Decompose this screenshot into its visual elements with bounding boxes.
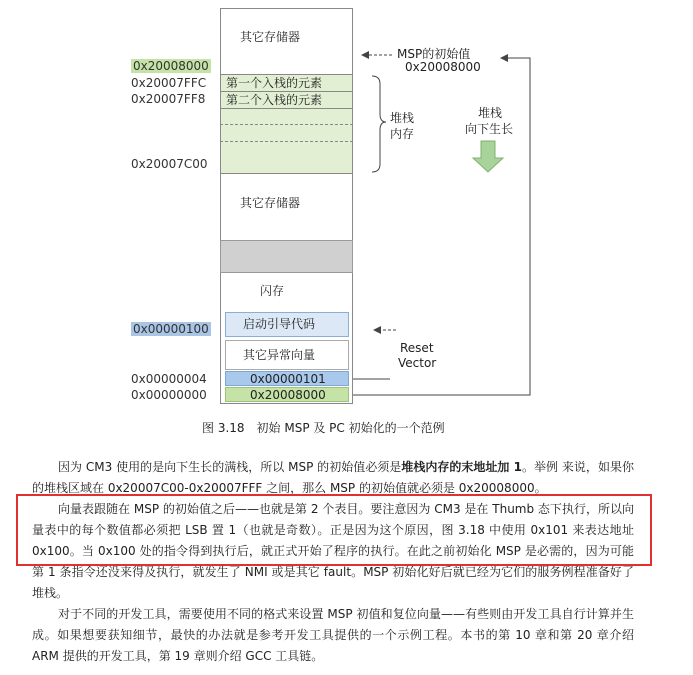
reset-vector-label-line2: Vector — [398, 356, 437, 370]
paragraph-2: 向量表跟随在 MSP 的初始值之后——也就是第 2 个表目。要注意因为 CM3 是在 Thumb 态下执行，所以向量表中的每个数值都必须把 LSB 置 1（也就是奇数）。正是因为这个原因，图 3.18 中使用 0x101 来表达地址 0x100。当 0x100 处的指令得到执行后，就正式开始了程序的执行。在此之前初始化 MSP 是必需的，因为可能第 1 条指令还没来得及执行，就发生了 NMI 或是其它 fault。MSP 初始化好后就已经为它们的服务例程准备好了堆栈。 — [32, 502, 634, 600]
msp-initial-entry-value: 0x20008000 — [250, 388, 326, 402]
paragraph-3: 对于不同的开发工具，需要使用不同的格式来设置 MSP 初值和复位向量——有些则由开发工具自行计算并生成。如果想要获知细节，最快的办法就是参考开发工具提供的一个示例工程。本书的第 10 章和第 20 章介绍 ARM 提供的开发工具，第 19 章则介绍 GCC 工具链。 — [32, 607, 634, 663]
boot-code-label: 启动引导代码 — [243, 317, 316, 331]
highlight-box — [16, 494, 652, 566]
flash-label: 闪存 — [260, 284, 285, 298]
stack-label-line2: 内存 — [390, 127, 415, 141]
grow-label-line1: 堆栈 — [478, 106, 503, 120]
paragraph-1: 因为 CM3 使用的是向下生长的满栈，所以 MSP 的初始值必须是堆栈内存的末地址加 1。举例 来说，如果你的堆栈区域在 0x20007C00-0x20007FFF 之间，那么 MSP 的初始值就必须是 0x20008000。 — [32, 460, 634, 495]
address-00000004: 0x00000004 — [131, 372, 207, 386]
msp-init-label-line2: 0x20008000 — [405, 60, 481, 74]
address-20007c00: 0x20007C00 — [131, 157, 208, 171]
reset-vector-entry-value: 0x00000101 — [250, 372, 326, 386]
address-20007ff8: 0x20007FF8 — [131, 92, 206, 106]
address-00000100: 0x00000100 — [133, 322, 209, 336]
stack-label-line1: 堆栈 — [390, 111, 415, 125]
msp-init-label-line1: MSP的初始值 — [397, 47, 471, 61]
address-20008000: 0x20008000 — [133, 59, 209, 73]
memory-block-other-mid-label: 其它存储器 — [240, 196, 301, 210]
figure-caption: 图 3.18 初始 MSP 及 PC 初始化的一个范例 — [202, 421, 445, 435]
reset-vector-label-line1: Reset — [400, 341, 434, 355]
other-vectors-label: 其它异常向量 — [243, 348, 316, 362]
stack-brace — [372, 76, 386, 172]
address-20007ffc: 0x20007FFC — [131, 76, 207, 90]
grow-label-line2: 向下生长 — [465, 122, 514, 136]
memory-block-other-top-label: 其它存储器 — [240, 30, 301, 44]
first-push-element-label: 第一个入栈的元素 — [226, 76, 323, 90]
grow-down-arrow-icon — [473, 141, 503, 172]
address-00000000: 0x00000000 — [131, 388, 207, 402]
second-push-element-label: 第二个入栈的元素 — [226, 93, 323, 107]
